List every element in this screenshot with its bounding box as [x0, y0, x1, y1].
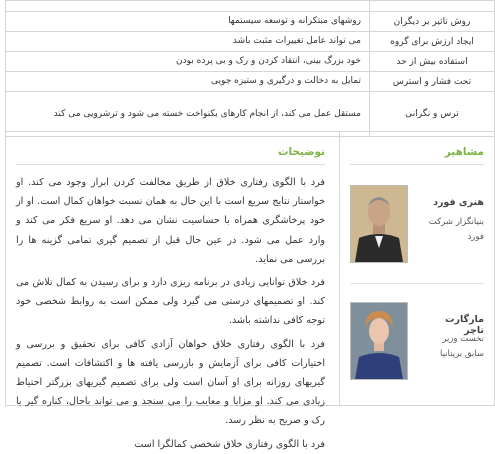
table-row — [6, 1, 495, 12]
trait-cell: ایجاد ارزش برای گروه — [370, 32, 495, 52]
person-name: هنری فورد — [433, 197, 484, 208]
table-row — [6, 32, 495, 52]
trait-cell: ترس و نگرانی — [370, 92, 495, 137]
descriptions-title: توضیحات — [277, 146, 325, 158]
trait-cell: استفاده بیش از حد — [370, 52, 495, 72]
table-row — [6, 92, 495, 137]
margaret-thatcher-portrait — [350, 302, 408, 380]
trait-desc-cell — [6, 1, 370, 12]
trait-desc-cell: روشهای مبتکرانه و توسعه سیستمها — [6, 12, 370, 32]
profile-panel — [5, 131, 495, 450]
table-row — [6, 52, 495, 72]
description-paragraph: فرد با الگوی رفتاری خلاق خواهان آزادی کافی برای تحقیق و بررسی و اختیارات کافی برای آزمایش و بازرسی یافته ها و اکتشافات است. تصمیم گیریهای روزانه برای او آسان است ولی برای تصمیم گیریهای بزرگتر احتیاط زیادی می کند. او مزایا و معایب را می سنجد و می تواند باحال، کناره گیر یا رک و صریح به نظر رسد. — [16, 338, 325, 427]
divider — [16, 164, 325, 165]
trait-cell: روش تاثیر بر دیگران — [370, 12, 495, 32]
person-role: نخست وزیر سابق بریتانیا — [440, 334, 484, 359]
description-body — [16, 173, 325, 454]
divider — [350, 164, 484, 165]
trait-cell: تحت فشار و استرس — [370, 72, 495, 92]
description-paragraph: فرد با الگوی رفتاری خلاق از طریق مخالفت کردن ابراز وجود می کند. او خواستار نتایج سریع است با این حال به همان نسبت خواهان کمال است. او از خود پرخاشگری همراه با حساسیت نشان می دهد. او سریع فکر می کند و وارد عمل می شود. در عین حال قبل از تصمیم گیری تمامی گزینه ها را بررسی می نماید. — [16, 177, 325, 265]
trait-desc-cell: تمایل به دخالت و درگیری و ستیزه جویی — [6, 72, 370, 92]
description-paragraph: فرد خلاق توانایی زیادی در برنامه ریزی دارد و برای رسیدن به کمال تلاش می کند. او تصمیمهای درستی می گیرد ولی ممکن است به روابط شخصی خود توجه کافی نداشته باشد. — [16, 277, 325, 327]
portrait-image — [351, 303, 407, 379]
henry-ford-portrait — [350, 185, 408, 263]
person-card — [350, 173, 484, 284]
trait-desc-cell: می تواند عامل تغییرات مثبت باشد — [6, 32, 370, 52]
person-name: مارگارت تاچر — [444, 314, 484, 336]
description-paragraph: فرد با الگوی رفتاری خلاق شخصی کمالگرا است — [134, 438, 325, 450]
person-card — [350, 290, 484, 400]
trait-cell — [370, 1, 495, 12]
famous-people-column — [339, 132, 494, 405]
description-column — [6, 132, 339, 450]
famous-title: مشاهیر — [444, 146, 484, 158]
traits-table — [5, 0, 495, 137]
table-row — [6, 72, 495, 92]
person-role: بنیانگزار شرکت فورد — [428, 217, 484, 242]
trait-desc-cell: خود بزرگ بینی، انتقاد کردن و رک و بی پرده بودن — [6, 52, 370, 72]
trait-desc-cell: مستقل عمل می کند، از انجام کارهای یکنواخت خسته می شود و ترشرویی می کند — [6, 92, 370, 137]
table-row — [6, 12, 495, 32]
portrait-image — [351, 186, 407, 262]
